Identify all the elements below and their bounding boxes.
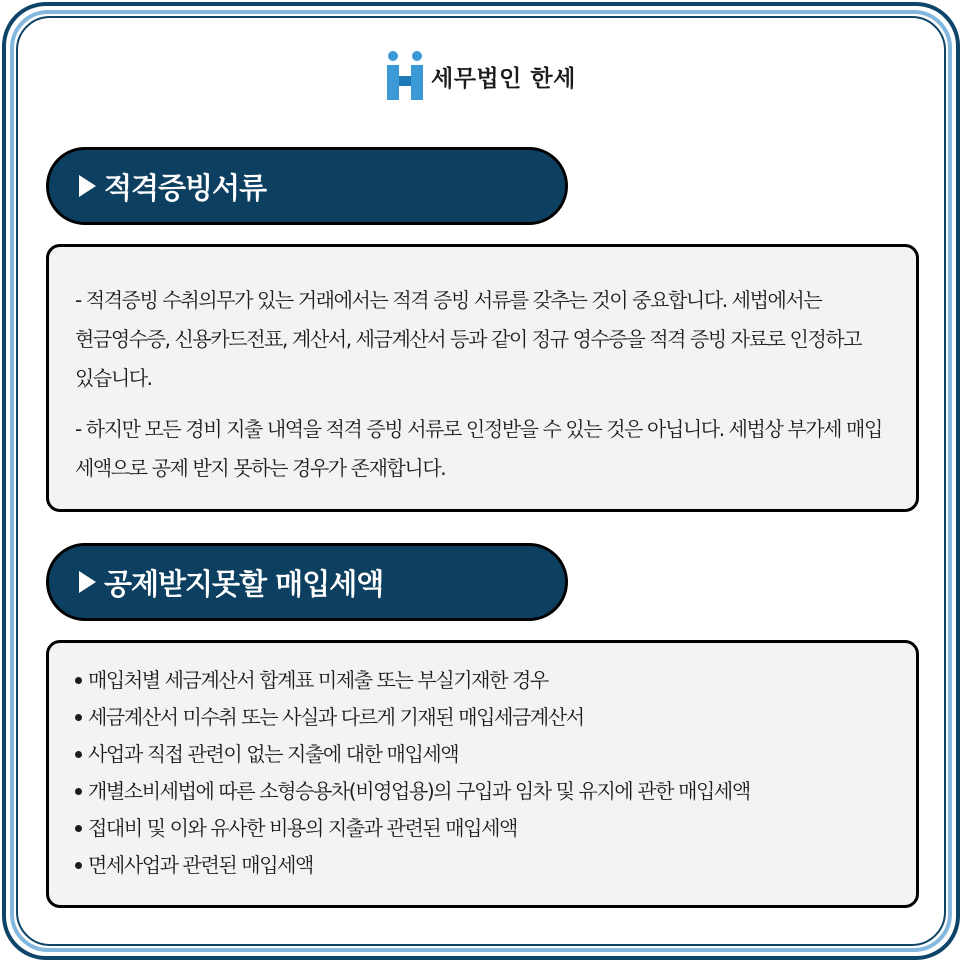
list-item-text: 사업과 직접 관련이 없는 지출에 대한 매입세액 <box>88 742 459 766</box>
paragraph: - 하지만 모든 경비 지출 내역을 적격 증빙 서류로 인정받을 수 있는 것은 아닙니다. 세법상 부가세 매입 세액으로 공제 받지 못하는 경우가 존재합니다. <box>75 417 882 480</box>
section-header-qualified-evidence <box>46 147 568 225</box>
non-deductible-list <box>75 662 894 884</box>
list-item <box>75 810 894 847</box>
bullet-icon <box>75 677 82 684</box>
list-item-text: 매입처별 세금계산서 합계표 미제출 또는 부실기재한 경우 <box>88 668 548 692</box>
bullet-icon <box>75 714 82 721</box>
brand-logo <box>385 50 576 102</box>
list-item-text: 면세사업과 관련된 매입세액 <box>88 853 313 877</box>
bullet-icon <box>75 788 82 795</box>
section-title: 적격증빙서류 <box>104 170 267 205</box>
brand-name: 세무법인 한세 <box>431 65 576 92</box>
section-header-non-deductible-input-tax <box>46 543 568 621</box>
paragraph: - 적격증빙 수취의무가 있는 거래에서는 적격 증빙 서류를 갖추는 것이 중요합니다. 세법에서는 현금영수증, 신용카드전표, 계산서, 세금계산서 등과 같이 정규 영수증을 적격 증빙 자료로 인정하고 있습니다. <box>75 288 862 390</box>
list-item-text: 개별소비세법에 따른 소형승용차(비영업용)의 구입과 임차 및 유지에 관한 매입세액 <box>88 779 750 803</box>
list-item-text: 접대비 및 이와 유사한 비용의 지출과 관련된 매입세액 <box>88 816 517 840</box>
bullet-icon <box>75 825 82 832</box>
non-deductible-list-box <box>46 640 919 908</box>
list-item <box>75 662 894 699</box>
play-arrow-icon <box>79 175 96 197</box>
list-item <box>75 847 894 884</box>
section-title: 공제받지못할 매입세액 <box>104 566 384 601</box>
qualified-evidence-content-box <box>46 244 919 512</box>
list-item <box>75 773 894 810</box>
bullet-icon <box>75 751 82 758</box>
list-item-text: 세금계산서 미수취 또는 사실과 다르게 기재된 매입세금계산서 <box>88 705 584 729</box>
h-person-logo-icon <box>385 50 425 102</box>
list-item <box>75 736 894 773</box>
list-item <box>75 699 894 736</box>
play-arrow-icon <box>79 571 96 593</box>
bullet-icon <box>75 862 82 869</box>
